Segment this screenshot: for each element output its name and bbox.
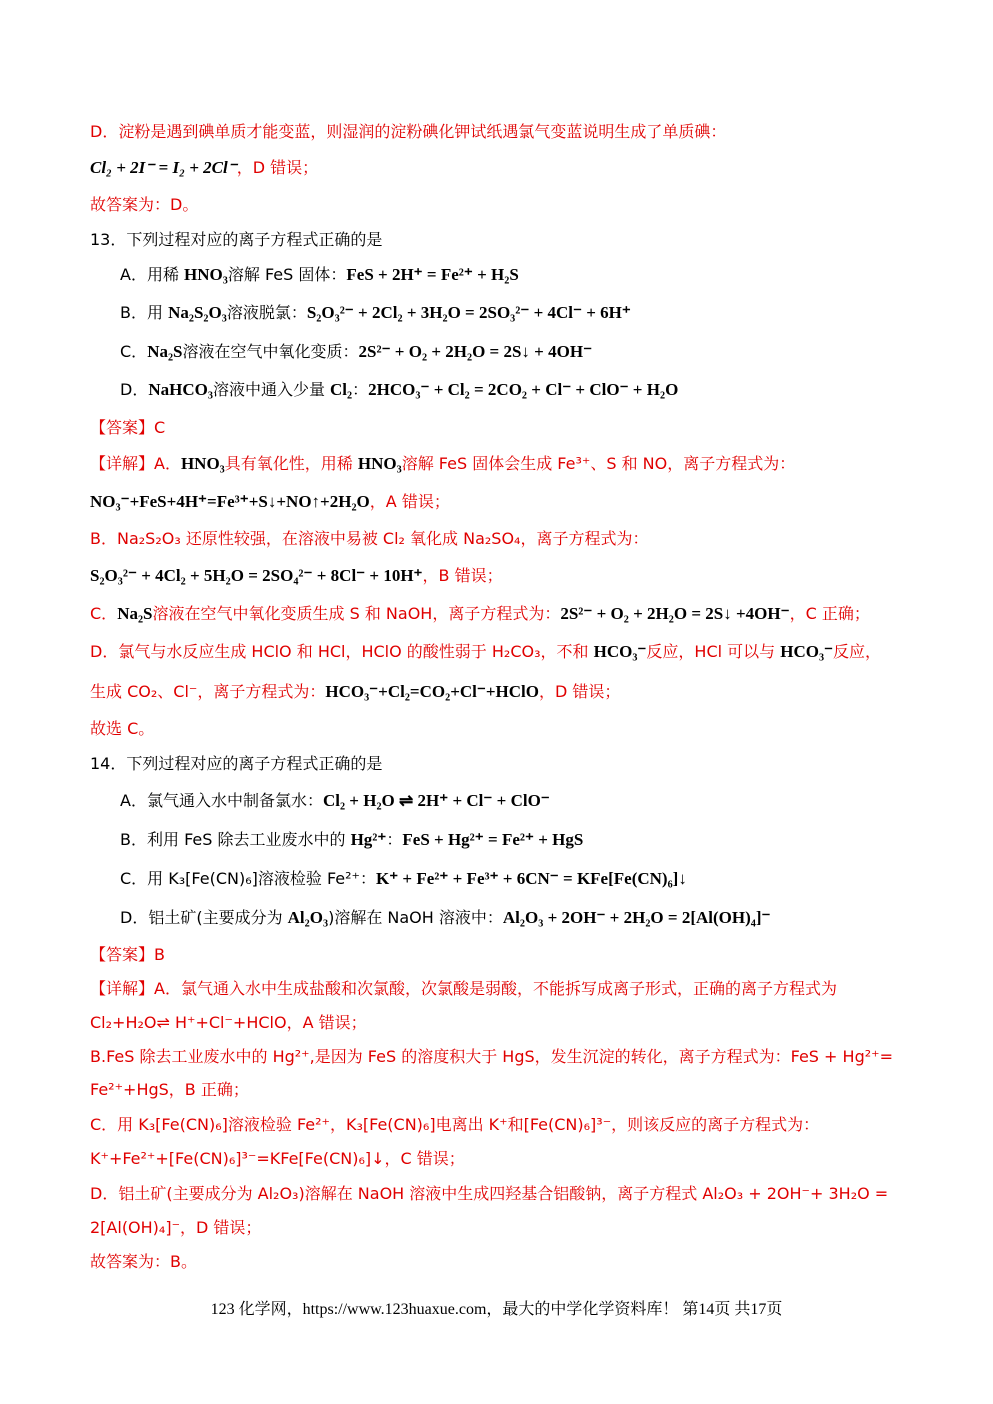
text-segment: K⁺+Fe²⁺+[Fe(CN)₆]³⁻=KFe[Fe(CN)₆]↓，C 错误； [90, 1149, 465, 1168]
text-segment: C．用 K₃[Fe(CN)₆]溶液检验 Fe²⁺，K₃[Fe(CN)₆]电离出 K⁺和[Fe(CN)₆]³⁻，则该反应的离子方程式为： [90, 1115, 820, 1134]
text-segment: ，C 正确； [789, 604, 870, 623]
equation: HNO₃ [180, 454, 225, 473]
text-segment: )溶解在 NaOH 溶液中： [328, 908, 503, 927]
text-segment: D．氯气与水反应生成 HClO 和 HCl，HClO 的酸性弱于 H₂CO₃，不和 [90, 642, 594, 661]
text-segment: 反应，HCl 可以与 [646, 642, 781, 661]
text-line [90, 527, 648, 551]
text-line [90, 120, 726, 144]
text-line [90, 640, 881, 664]
text-segment: 反应， [833, 642, 882, 661]
text-segment: 故答案为：D。 [90, 195, 199, 214]
equation: 2S²⁻ + O₂ + 2H₂O = 2S↓ +4OH⁻ [560, 604, 790, 623]
equation: NaHCO₃ [148, 380, 213, 399]
text-line [120, 828, 583, 852]
text-segment: 溶液在空气中氧化变质生成 S 和 NaOH，离子方程式为： [152, 604, 561, 623]
text-segment: C．用 K₃[Fe(CN)₆]溶液检验 Fe²⁺： [120, 869, 376, 888]
text-segment: B．利用 FeS 除去工业废水中的 [120, 830, 351, 849]
text-segment: ，D 错误； [539, 682, 621, 701]
text-segment: D．铝土矿(主要成分为 Al₂O₃)溶解在 NaOH 溶液中生成四羟基合铝酸钠，离子方程式 Al₂O₃ + 2OH⁻+ 3H₂O = [90, 1184, 889, 1203]
text-segment: Fe²⁺+HgS，B 正确； [90, 1080, 249, 1099]
text-line [120, 340, 592, 364]
text-line [90, 977, 837, 1001]
text-segment: B．Na₂S₂O₃ 还原性较强，在溶液中易被 Cl₂ 氧化成 Na₂SO₄，离子方程式为： [90, 529, 649, 548]
text-line [90, 1182, 888, 1206]
text-line [90, 564, 503, 588]
equation: NO₃⁻+FeS+4H⁺=Fe³⁺+S↓+NO↑+2H₂O [90, 492, 370, 511]
equation: HCO₃⁻ [780, 642, 834, 661]
text-segment: ： [352, 380, 369, 399]
text-line [120, 263, 519, 287]
text-line [90, 416, 165, 440]
text-line [120, 378, 678, 402]
text-segment: C． [90, 604, 118, 623]
equation: Cl₂ + 2I⁻ = I₂ + 2Cl⁻ [90, 158, 237, 177]
text-segment: 溶液在空气中氧化变质： [182, 342, 359, 361]
text-segment: ，B 错误； [422, 566, 503, 585]
equation: 2HCO₃⁻ + Cl₂ = 2CO₂ + Cl⁻ + ClO⁻ + H₂O [368, 380, 679, 399]
equation: Al₂O₃ + 2OH⁻ + 2H₂O = 2[Al(OH)₄]⁻ [502, 908, 771, 927]
text-line [90, 193, 198, 217]
equation: Al₂O₃ [287, 908, 329, 927]
equation: HCO₃⁻ [593, 642, 647, 661]
text-line [90, 1078, 249, 1102]
equation: Cl₂ + H₂O ⇌ 2H⁺ + Cl⁻ + ClO⁻ [322, 791, 550, 810]
text-segment: Cl₂+H₂O⇌ H⁺+Cl⁻+HClO，A 错误； [90, 1013, 367, 1032]
text-line [90, 1147, 465, 1171]
text-line [90, 490, 450, 514]
text-segment: ，D 错误； [236, 158, 319, 177]
equation: Cl₂ [330, 380, 353, 399]
text-line [90, 1011, 367, 1035]
equation: Na₂S [117, 604, 153, 623]
text-segment: 溶解 FeS 固体会生成 Fe³⁺、S 和 NO，离子方程式为： [401, 454, 796, 473]
equation: 2S²⁻ + O₂ + 2H₂O = 2S↓ + 4OH⁻ [358, 342, 593, 361]
text-segment: ： [386, 830, 403, 849]
text-line [90, 156, 318, 180]
text-segment: ，A 错误； [369, 492, 450, 511]
equation: FeS + 2H⁺ = Fe²⁺ + H₂S [346, 265, 519, 284]
text-line [90, 752, 382, 776]
text-line [90, 717, 154, 741]
text-line [90, 1250, 197, 1274]
text-line [120, 906, 771, 930]
equation: K⁺ + Fe²⁺ + Fe³⁺ + 6CN⁻ = KFe[Fe(CN)₆]↓ [375, 869, 687, 888]
equation: Na₂S₂O₃ [168, 303, 227, 322]
text-segment: 【答案】C [90, 418, 166, 437]
text-segment: 【详解】A．氯气通入水中生成盐酸和次氯酸，次氯酸是弱酸，不能拆写成离子形式，正确的离子方程式为 [90, 979, 837, 998]
equation: S₂O₃²⁻ + 2Cl₂ + 3H₂O = 2SO₃²⁻ + 4Cl⁻ + 6H⁺ [306, 303, 631, 322]
text-segment: A．氯气通入水中制备氯水： [120, 791, 323, 810]
equation: HCO₃⁻+Cl₂=CO₂+Cl⁻+HClO [325, 682, 539, 701]
text-line [90, 1045, 893, 1069]
equation: HNO₃ [357, 454, 402, 473]
text-segment: 【答案】B [90, 945, 165, 964]
text-line [120, 301, 631, 325]
text-segment: D．铝土矿(主要成分为 [120, 908, 288, 927]
text-segment: C． [120, 342, 148, 361]
text-segment: 13．下列过程对应的离子方程式正确的是 [90, 230, 383, 249]
text-segment: 溶液脱氯： [226, 303, 307, 322]
text-line [90, 1113, 819, 1137]
text-line [90, 452, 795, 476]
text-segment: 14．下列过程对应的离子方程式正确的是 [90, 754, 383, 773]
text-segment: 故答案为：B。 [90, 1252, 197, 1271]
text-line [90, 1216, 261, 1240]
text-segment: B．用 [120, 303, 169, 322]
equation: S₂O₃²⁻ + 4Cl₂ + 5H₂O = 2SO₄²⁻ + 8Cl⁻ + 10H⁺ [90, 566, 423, 585]
equation: HNO₃ [184, 265, 228, 284]
text-line [90, 602, 870, 626]
text-line [120, 867, 687, 891]
text-line [120, 789, 550, 813]
text-segment: 生成 CO₂、Cl⁻，离子方程式为： [90, 682, 326, 701]
text-segment: 故选 C。 [90, 719, 155, 738]
text-segment: 溶解 FeS 固体： [227, 265, 347, 284]
text-segment: D． [120, 380, 149, 399]
text-segment: 【详解】A． [90, 454, 181, 473]
text-segment: 具有氧化性，用稀 [224, 454, 358, 473]
text-line [90, 228, 382, 252]
text-segment: A．用稀 [120, 265, 185, 284]
text-segment: B.FeS 除去工业废水中的 Hg²⁺,是因为 FeS 的溶度积大于 HgS，发生沉淀的转化，离子方程式为：FeS + Hg²⁺= [90, 1047, 893, 1066]
text-line [90, 943, 165, 967]
page-footer: 123 化学网，https://www.123huaxue.com，最大的中学化学资料库！ 第14页 共17页 [210, 1301, 783, 1318]
equation: FeS + Hg²⁺ = Fe²⁺ + HgS [402, 830, 584, 849]
text-segment: 2[Al(OH)₄]⁻，D 错误； [90, 1218, 262, 1237]
equation: Hg²⁺ [350, 830, 387, 849]
equation: Na₂S [147, 342, 183, 361]
text-segment: D．淀粉是遇到碘单质才能变蓝，则湿润的淀粉碘化钾试纸遇氯气变蓝说明生成了单质碘： [90, 122, 727, 141]
text-segment: 溶液中通入少量 [212, 380, 331, 399]
text-line [90, 680, 620, 704]
